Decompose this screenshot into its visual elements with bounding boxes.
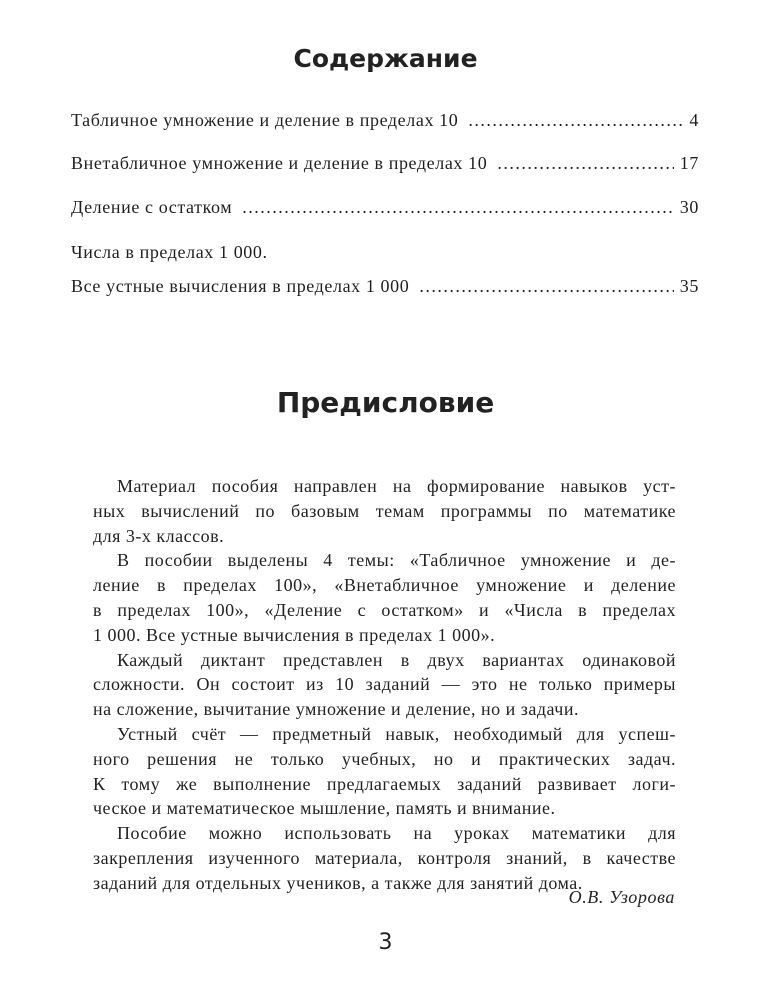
toc-entry-page: 17 bbox=[679, 153, 699, 173]
toc-entry-page: 4 bbox=[689, 110, 699, 130]
contents-heading: Содержание bbox=[293, 44, 478, 73]
toc-leader-dots bbox=[419, 276, 673, 297]
preface-line: Устный счёт — предметный навык, необходимый для успеш- bbox=[117, 723, 676, 744]
preface-line: В пособии выделены 4 темы: «Табличное умножение и де- bbox=[117, 550, 676, 571]
toc-entry-title: Внетабличное умножение и деление в пределах 10 bbox=[71, 153, 488, 173]
preface-body bbox=[93, 474, 676, 896]
preface-line: ного решения не только учебных, но и практических задач. bbox=[93, 748, 676, 769]
page-number: 3 bbox=[378, 930, 393, 955]
preface-line: ческое и математическое мышление, память и внимание. bbox=[93, 798, 556, 819]
preface-line: Материал пособия направлен на формирование навыков уст- bbox=[117, 476, 676, 496]
author-signature: О.В. Узорова bbox=[568, 887, 675, 907]
preface-line: Каждый диктант представлен в двух вариантах одинаковой bbox=[117, 649, 676, 670]
preface-line: К тому же выполнение предлагаемых заданий развивает логи- bbox=[93, 773, 676, 794]
toc-entry[interactable] bbox=[71, 110, 699, 136]
toc-leader-dots bbox=[497, 153, 673, 174]
toc-entry[interactable] bbox=[71, 276, 699, 302]
preface-line: ных вычислений по базовым темам программы по математике bbox=[93, 500, 676, 521]
toc-entry-title: Все устные вычисления в пределах 1 000 bbox=[71, 276, 410, 296]
toc-entry-title: Деление с остатком bbox=[71, 197, 233, 217]
table-of-contents bbox=[71, 110, 699, 302]
toc-leader-dots bbox=[242, 197, 674, 218]
toc-entry-title: Табличное умножение и деление в пределах 10 bbox=[71, 110, 459, 130]
preface-line: Пособие можно использовать на уроках математики для bbox=[117, 823, 676, 844]
toc-entry-title-line1: Числа в пределах 1 000. bbox=[71, 242, 268, 262]
preface-heading: Предисловие bbox=[276, 386, 495, 419]
preface-line: 1 000. Все устные вычисления в пределах 1 000». bbox=[93, 624, 496, 645]
preface-line: для 3-х классов. bbox=[93, 525, 225, 546]
preface-line: ление в пределах 100», «Внетабличное умножение и деление bbox=[93, 575, 676, 596]
preface-line: закрепления изученного материала, контроля знаний, в качестве bbox=[93, 847, 676, 868]
preface-line: на сложение, вычитание умножение и деление, но и задачи. bbox=[93, 699, 579, 720]
preface-line: в пределах 100», «Деление с остатком» и «Числа в пределах bbox=[93, 599, 676, 620]
toc-entry-page: 30 bbox=[679, 197, 699, 217]
toc-leader-dots bbox=[468, 110, 683, 131]
preface-line: заданий для отдельных учеников, а также для занятий дома. bbox=[93, 872, 583, 893]
toc-entry[interactable] bbox=[71, 153, 699, 179]
toc-entry-page: 35 bbox=[679, 276, 699, 296]
preface-line: сложности. Он состоит из 10 заданий — это не только примеры bbox=[93, 674, 676, 695]
toc-entry[interactable] bbox=[71, 197, 699, 223]
